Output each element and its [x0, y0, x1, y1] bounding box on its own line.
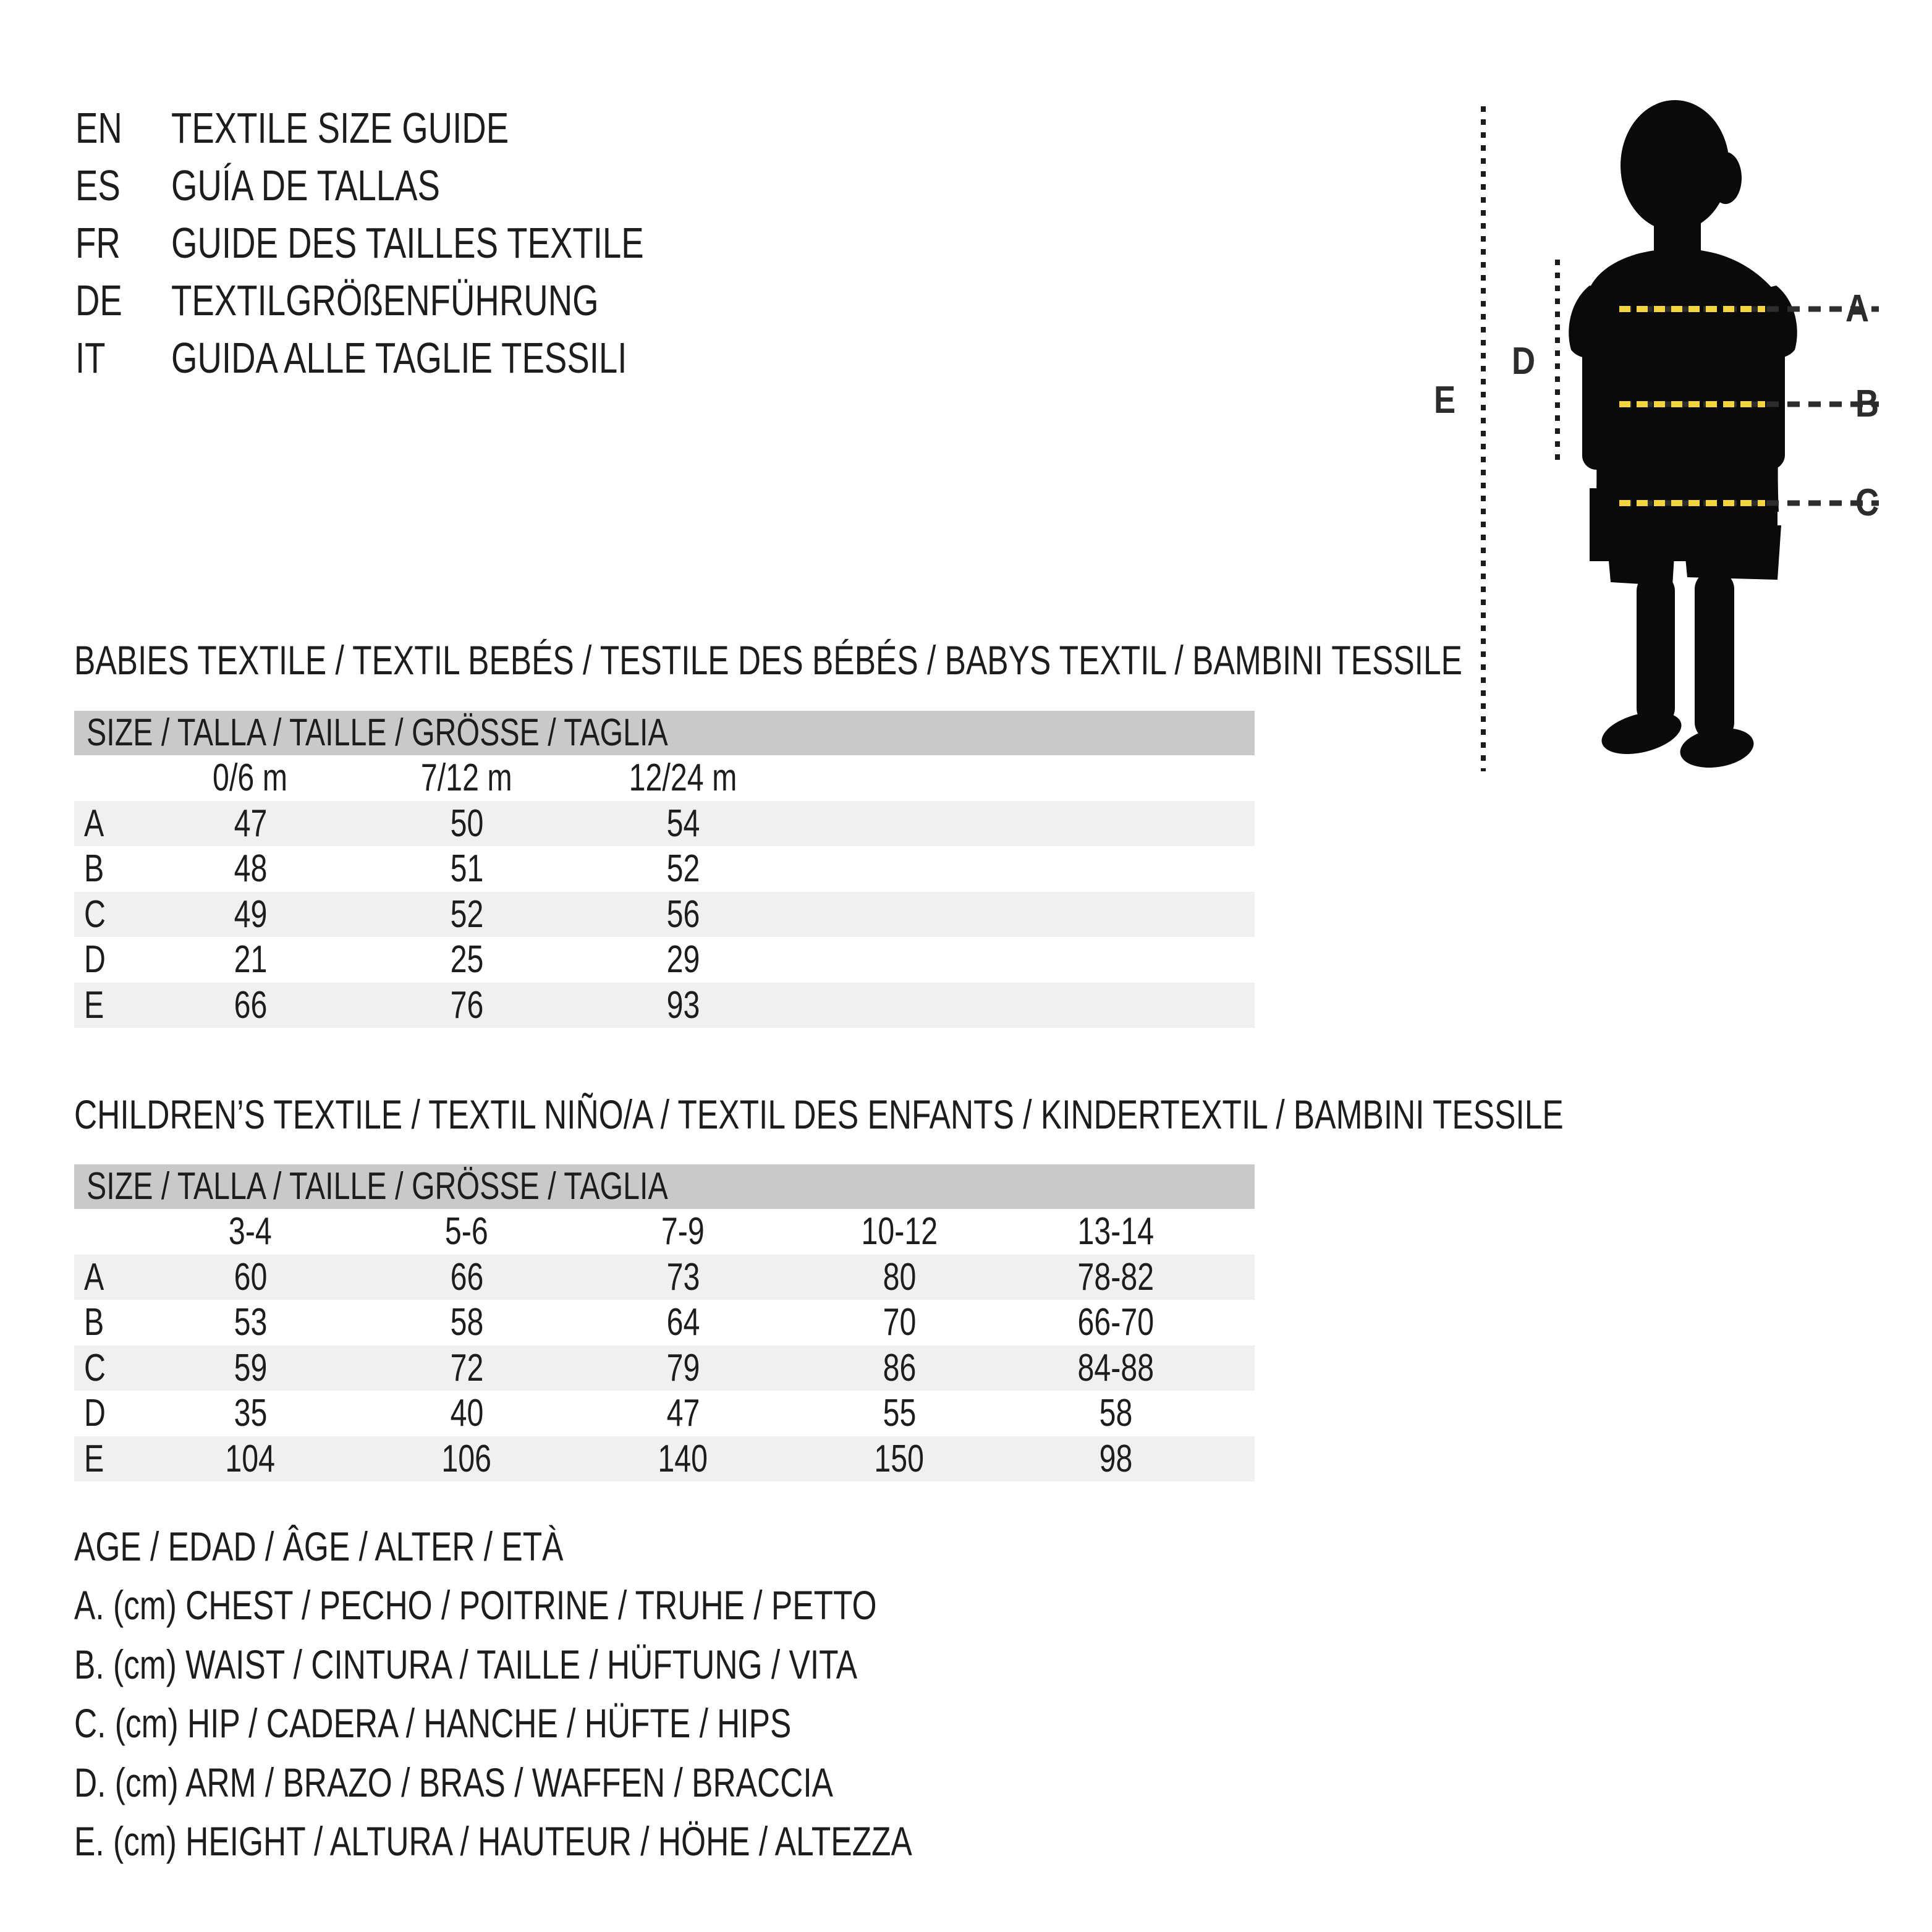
language-row [75, 271, 777, 329]
language-row [75, 329, 777, 386]
value-cell: 48 [234, 847, 267, 891]
value-cell: 78-82 [1077, 1255, 1154, 1299]
column-header-row [74, 755, 1255, 801]
value-cell: 150 [874, 1437, 925, 1480]
value-cell: 106 [441, 1437, 492, 1480]
value-cell: 104 [225, 1437, 276, 1480]
value-cell: 76 [450, 983, 483, 1027]
legend-line-chest: A. (cm) CHEST / PECHO / POITRINE / TRUHE / PETTO [74, 1582, 877, 1629]
column-header: 3-4 [229, 1210, 272, 1253]
babies-section-heading: BABIES TEXTILE / TEXTIL BEBÉS / TESTILE DES BÉBÉS / BABYS TEXTIL / BAMBINI TESSILE [74, 637, 1462, 683]
guide-title: GUÍA DE TALLAS [171, 161, 440, 210]
language-code: EN [75, 103, 122, 152]
value-cell: 66 [234, 983, 267, 1027]
table-row [74, 1391, 1255, 1436]
value-cell: 66-70 [1077, 1301, 1154, 1344]
size-header-bar: SIZE / TALLA / TAILLE / GRÖSSE / TAGLIA [74, 711, 1255, 755]
column-header: 7/12 m [421, 756, 512, 800]
row-label: E [84, 983, 104, 1027]
guide-title: GUIDA ALLE TAGLIE TESSILI [171, 333, 627, 382]
row-label: D [84, 1392, 106, 1435]
value-cell: 40 [450, 1392, 483, 1435]
value-cell: 59 [234, 1346, 267, 1389]
value-cell: 86 [883, 1346, 916, 1389]
value-cell: 25 [450, 938, 483, 981]
legend-line-waist: B. (cm) WAIST / CINTURA / TAILLE / HÜFTUNG / VITA [74, 1641, 858, 1687]
size-header-bar: SIZE / TALLA / TAILLE / GRÖSSE / TAGLIA [74, 1164, 1255, 1209]
measure-label-c: C [1855, 481, 1879, 524]
column-header: 7-9 [661, 1210, 705, 1253]
guide-title: TEXTILE SIZE GUIDE [171, 103, 509, 152]
row-label: C [84, 1346, 106, 1389]
value-cell: 29 [666, 938, 700, 981]
row-label: C [84, 892, 106, 936]
table-row [74, 937, 1255, 983]
column-header-row [74, 1209, 1255, 1255]
children-section-heading: CHILDREN’S TEXTILE / TEXTIL NIÑO/A / TEXTIL DES ENFANTS / KINDERTEXTIL / BAMBINI TESSILE [74, 1091, 1564, 1137]
guide-title: GUIDE DES TAILLES TEXTILE [171, 218, 644, 267]
value-cell: 64 [666, 1301, 700, 1344]
table-row [74, 846, 1255, 892]
legend-line-hip: C. (cm) HIP / CADERA / HANCHE / HÜFTE / HIPS [74, 1700, 792, 1747]
legend-line-arm: D. (cm) ARM / BRAZO / BRAS / WAFFEN / BRACCIA [74, 1759, 833, 1805]
language-code: IT [75, 333, 106, 382]
row-label: E [84, 1437, 104, 1480]
value-cell: 93 [666, 983, 700, 1027]
language-row [75, 214, 777, 271]
value-cell: 98 [1099, 1437, 1132, 1480]
value-cell: 72 [450, 1346, 483, 1389]
table-row [74, 1300, 1255, 1345]
measurement-legend [74, 1517, 1148, 1871]
row-label: B [84, 1301, 104, 1344]
language-row [75, 99, 777, 156]
value-cell: 47 [666, 1392, 700, 1435]
table-row [74, 1345, 1255, 1391]
language-title-list [75, 99, 777, 386]
row-label: A [84, 802, 104, 845]
column-header: 13-14 [1077, 1210, 1154, 1253]
measure-label-b: B [1855, 383, 1879, 425]
column-header: 5-6 [445, 1210, 488, 1253]
value-cell: 58 [1099, 1392, 1132, 1435]
measure-label-e: E [1434, 379, 1456, 422]
value-cell: 66 [450, 1255, 483, 1299]
value-cell: 70 [883, 1301, 916, 1344]
value-cell: 35 [234, 1392, 267, 1435]
value-cell: 80 [883, 1255, 916, 1299]
language-row [75, 156, 777, 214]
table-row [74, 801, 1255, 847]
measure-label-d: D [1512, 340, 1536, 383]
value-cell: 56 [666, 892, 700, 936]
value-cell: 84-88 [1077, 1346, 1154, 1389]
column-header: 12/24 m [629, 756, 737, 800]
language-code: FR [75, 218, 121, 267]
row-label: A [84, 1255, 104, 1299]
legend-line-height: E. (cm) HEIGHT / ALTURA / HAUTEUR / HÖHE / ALTEZZA [74, 1818, 912, 1865]
row-label: D [84, 938, 106, 981]
value-cell: 53 [234, 1301, 267, 1344]
language-code: ES [75, 161, 121, 210]
value-cell: 54 [666, 802, 700, 845]
table-row [74, 1436, 1255, 1482]
table-row [74, 983, 1255, 1028]
value-cell: 50 [450, 802, 483, 845]
value-cell: 47 [234, 802, 267, 845]
column-header: 10-12 [861, 1210, 938, 1253]
babies-size-table [74, 711, 1255, 1028]
value-cell: 60 [234, 1255, 267, 1299]
value-cell: 79 [666, 1346, 700, 1389]
children-size-table [74, 1164, 1255, 1481]
value-cell: 73 [666, 1255, 700, 1299]
column-header: 0/6 m [213, 756, 288, 800]
measure-label-a: A [1845, 287, 1870, 330]
value-cell: 51 [450, 847, 483, 891]
table-row [74, 892, 1255, 938]
language-code: DE [75, 276, 122, 324]
value-cell: 55 [883, 1392, 916, 1435]
value-cell: 52 [666, 847, 700, 891]
value-cell: 58 [450, 1301, 483, 1344]
table-row [74, 1255, 1255, 1300]
guide-title: TEXTILGRÖßENFÜHRUNG [171, 276, 599, 324]
value-cell: 21 [234, 938, 267, 981]
value-cell: 140 [658, 1437, 708, 1480]
row-label: B [84, 847, 104, 891]
value-cell: 52 [450, 892, 483, 936]
value-cell: 49 [234, 892, 267, 936]
legend-line-age: AGE / EDAD / ÂGE / ALTER / ETÀ [74, 1523, 564, 1569]
